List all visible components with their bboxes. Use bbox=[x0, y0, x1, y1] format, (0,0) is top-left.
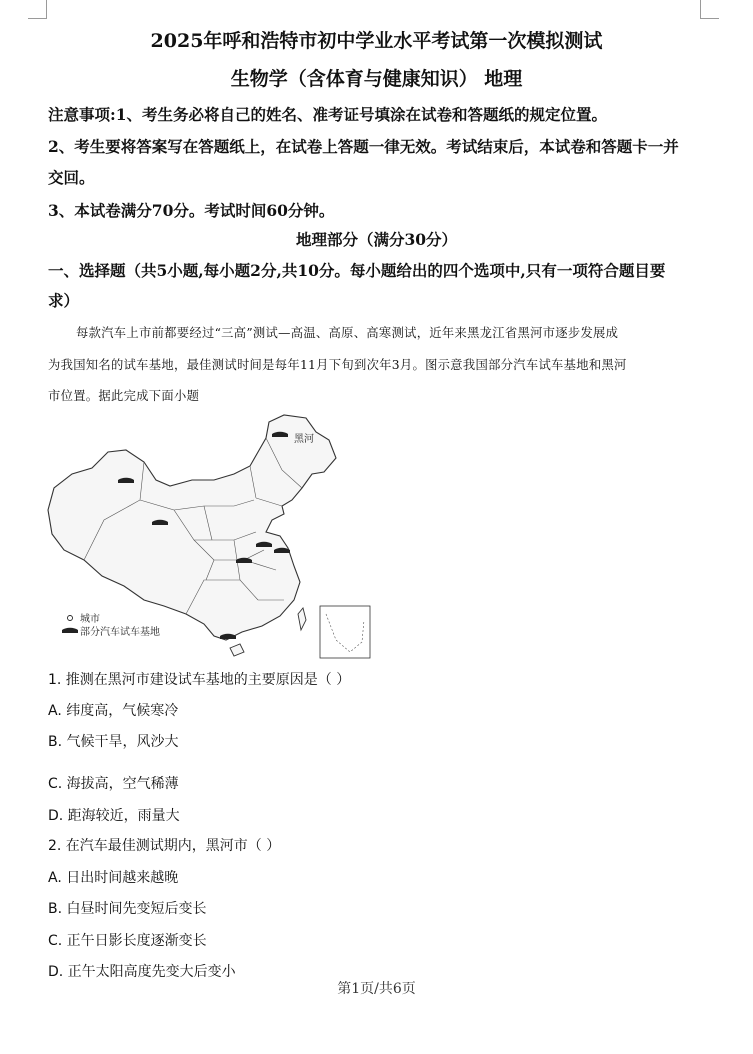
legend-base-icon bbox=[62, 628, 78, 633]
south-china-sea-inset bbox=[320, 606, 370, 658]
question-2-option-c: C. 正午日影长度逐渐变长 bbox=[48, 933, 207, 949]
question-1-stem: 1. 推测在黑河市建设试车基地的主要原因是（ ） bbox=[48, 672, 351, 688]
passage-line-2: 为我国知名的试车基地，最佳测试时间是每年11月下旬到次年3月。图示意我国部分汽车试车基地和黑河 bbox=[48, 358, 627, 372]
question-1-option-b: B. 气候干旱，风沙大 bbox=[48, 734, 179, 750]
hainan-island bbox=[230, 644, 244, 656]
question-1-option-a: A. 纬度高，气候寒冷 bbox=[48, 703, 179, 719]
exam-title: 2025年呼和浩特市初中学业水平考试第一次模拟测试 bbox=[150, 30, 603, 52]
passage-line-3: 市位置。据此完成下面小题 bbox=[48, 389, 200, 403]
question-2-option-a: A. 日出时间越来越晚 bbox=[48, 870, 179, 886]
passage-line-1: 每款汽车上市前都要经过“三高”测试—高温、高原、高寒测试，近年来黑龙江省黑河市逐步发展成 bbox=[76, 326, 619, 340]
legend-city-icon bbox=[68, 616, 73, 621]
notice-line-2a: 2、考生要将答案写在答题纸上，在试卷上答题一律无效。考试结束后，本试卷和答题卡一并 bbox=[48, 137, 679, 156]
question-2-stem: 2. 在汽车最佳测试期内，黑河市（ ） bbox=[48, 838, 281, 854]
notice-line-1: 注意事项:1、考生务必将自己的姓名、准考证号填涂在试卷和答题纸的规定位置。 bbox=[48, 105, 608, 124]
map-heihe-label: 黑河 bbox=[294, 434, 314, 445]
corner-mark-top-left bbox=[28, 0, 47, 19]
legend-city-label: 城市 bbox=[80, 614, 100, 625]
question-2-option-d: D. 正午太阳高度先变大后变小 bbox=[48, 964, 236, 980]
china-outline bbox=[48, 415, 336, 640]
notice-line-2b: 交回。 bbox=[48, 168, 95, 187]
part-heading-line-2: 求） bbox=[48, 291, 80, 310]
exam-subtitle: 生物学（含体育与健康知识） 地理 bbox=[230, 68, 523, 90]
section-title: 地理部分（满分30分） bbox=[295, 230, 458, 249]
taiwan-island bbox=[298, 608, 306, 630]
part-heading-line-1: 一、选择题（共5小题,每小题2分,共10分。每小题给出的四个选项中,只有一项符合题目要 bbox=[48, 261, 666, 280]
question-1-option-d: D. 距海较近，雨量大 bbox=[48, 808, 180, 824]
legend-base-label: 部分汽车试车基地 bbox=[80, 627, 160, 638]
question-1-option-c: C. 海拔高，空气稀薄 bbox=[48, 776, 179, 792]
china-test-base-map bbox=[44, 410, 384, 660]
page-number-footer: 第1页/共6页 bbox=[337, 981, 416, 997]
corner-mark-top-right bbox=[700, 0, 719, 19]
question-2-option-b: B. 白昼时间先变短后变长 bbox=[48, 901, 207, 917]
notice-line-3: 3、本试卷满分70分。考试时间60分钟。 bbox=[48, 201, 335, 220]
